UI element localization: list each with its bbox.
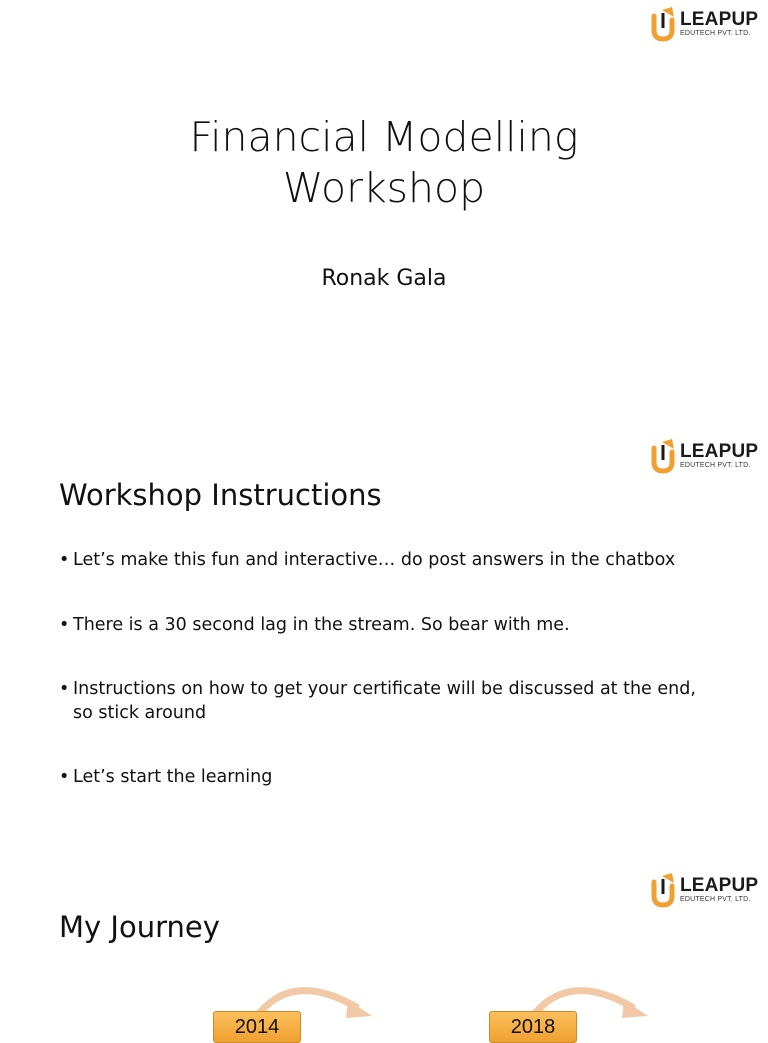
logo-wordmark: LEAPUP — [680, 9, 759, 30]
title-line-2: Workshop — [282, 164, 486, 212]
leapup-u-arrow-icon — [650, 438, 680, 474]
list-item — [59, 677, 709, 725]
logo-tagline: EDUTECH PVT. LTD. — [680, 30, 751, 37]
presentation-title — [0, 112, 768, 214]
instructions-slide — [0, 432, 768, 832]
leapup-logo — [650, 6, 758, 42]
year-box-2018: 2018 — [489, 1011, 577, 1043]
logo-tagline: EDUTECH PVT. LTD. — [680, 896, 751, 903]
leapup-u-arrow-icon — [650, 872, 680, 908]
list-item-text: Let’s start the learning — [73, 767, 273, 787]
journey-slide — [0, 864, 768, 1038]
list-item — [59, 613, 570, 637]
title-line-1: Financial Modelling — [189, 113, 579, 161]
leapup-logo — [650, 872, 758, 908]
bullet-dot: • — [59, 615, 70, 635]
list-item-text: There is a 30 second lag in the stream. So bear with me. — [73, 615, 570, 635]
title-slide — [0, 0, 768, 400]
presenter-name: Ronak Gala — [321, 266, 447, 291]
slide-heading: My Journey — [59, 910, 220, 944]
bullet-dot: • — [59, 550, 70, 570]
leapup-logo — [650, 438, 758, 474]
list-item — [59, 548, 675, 572]
list-item-text: Let’s make this fun and interactive… do post answers in the chatbox — [73, 550, 676, 570]
logo-wordmark: LEAPUP — [680, 441, 759, 462]
bullet-dot: • — [59, 679, 70, 699]
list-item-text: Instructions on how to get your certificate will be discussed at the end, so stick around — [73, 679, 696, 723]
logo-wordmark: LEAPUP — [680, 875, 759, 896]
bullet-dot: • — [59, 767, 70, 787]
slide-heading: Workshop Instructions — [59, 478, 382, 512]
list-item — [59, 765, 272, 789]
year-box-2014: 2014 — [213, 1011, 301, 1043]
leapup-u-arrow-icon — [650, 6, 680, 42]
logo-tagline: EDUTECH PVT. LTD. — [680, 462, 751, 469]
